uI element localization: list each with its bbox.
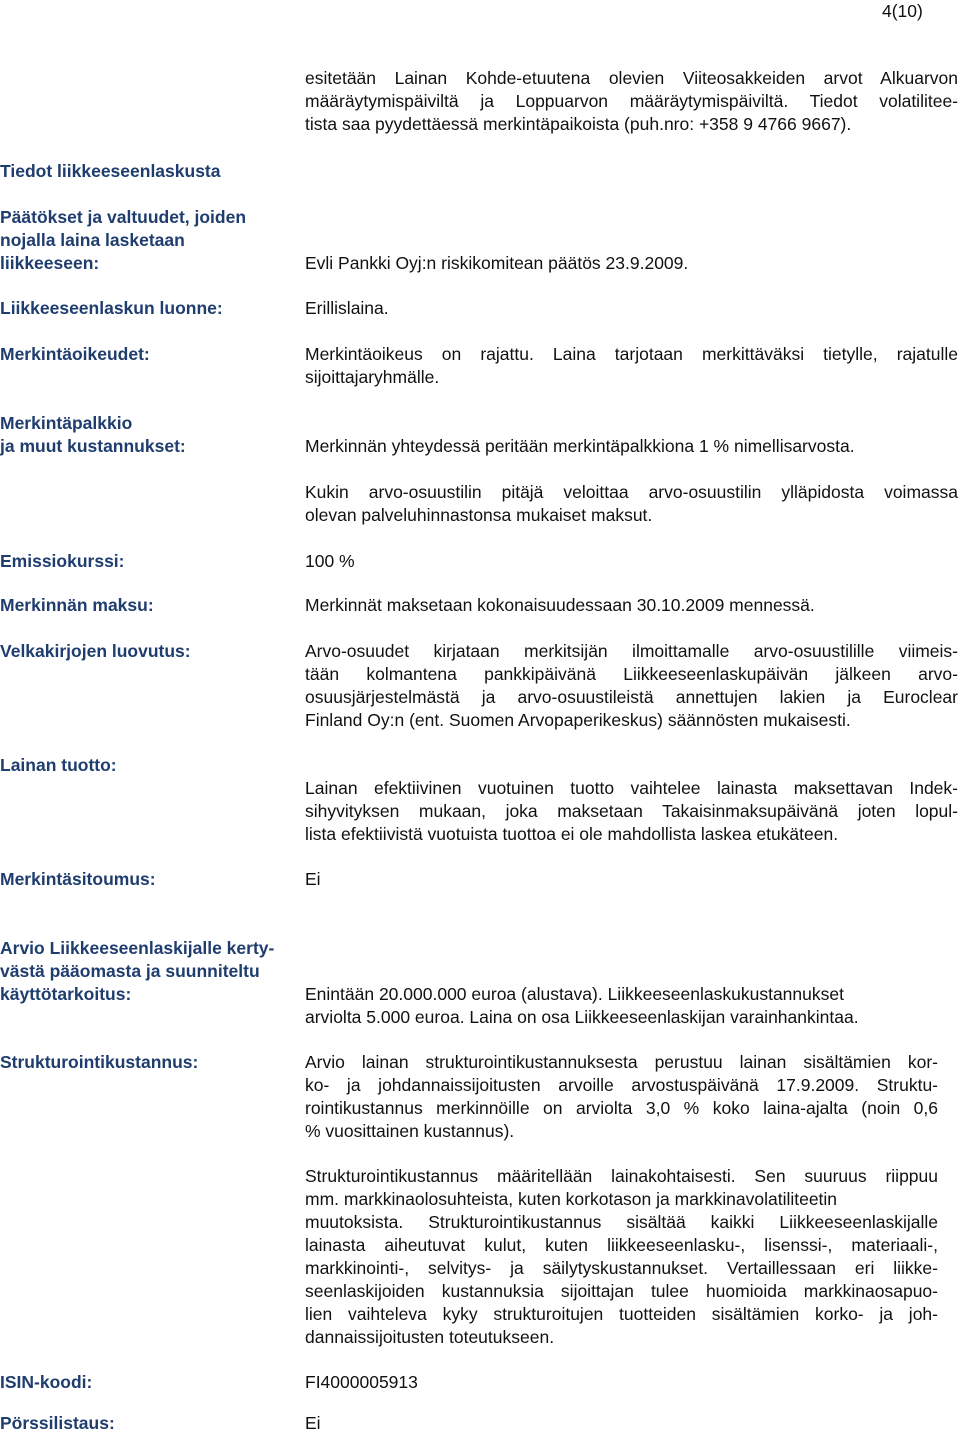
- structuring-label: Strukturointikustannus:: [0, 1052, 199, 1072]
- structuring-para2: lien vaihteleva kyky strukturoitujen tuotteiden sisältämien korko- ja joh-: [305, 1304, 938, 1324]
- payment-label: Merkinnän maksu:: [0, 595, 154, 615]
- yield-value: Lainan efektiivinen vuotuinen tuotto vaihtelee lainasta maksettavan Indek-: [305, 778, 958, 798]
- underwriting-label: Merkintäsitoumus:: [0, 869, 156, 889]
- payment-value: Merkinnät maksetaan kokonaisuudessaan 30.10.2009 mennessä.: [305, 595, 815, 615]
- yield-label: Lainan tuotto:: [0, 755, 117, 775]
- fees-value-2: Kukin arvo-osuustilin pitäjä veloittaa arvo-osuustilin ylläpidosta voimassa: [305, 482, 958, 502]
- structuring-para2: dannaissijoitusten toteutukseen.: [305, 1327, 555, 1347]
- isin-label: ISIN-koodi:: [0, 1372, 93, 1392]
- yield-value: lista efektiivistä vuotuista tuottoa ei ole mahdollista laskea etukäteen.: [305, 824, 839, 844]
- fees-label: ja muut kustannukset:: [0, 436, 186, 456]
- delivery-value: Arvo-osuudet kirjataan merkitsijän ilmoittamalle arvo-osuustilille viimeis-: [305, 641, 958, 661]
- decisions-label: liikkeeseen:: [0, 253, 100, 273]
- decisions-label: nojalla laina lasketaan: [0, 230, 185, 250]
- listing-value: Ei: [305, 1413, 321, 1433]
- estimate-label: Arvio Liikkeeseenlaskijalle kerty-: [0, 938, 275, 958]
- structuring-para2: muutoksista. Strukturointikustannus sisältää kaikki Liikkeeseenlaskijalle: [305, 1212, 938, 1232]
- fees-value: Merkinnän yhteydessä peritään merkintäpalkkiona 1 % nimellisarvosta.: [305, 436, 855, 456]
- issue-nature-label: Liikkeeseenlaskun luonne:: [0, 298, 223, 318]
- structuring-para2: Strukturointikustannus määritellään lainakohtaisesti. Sen suuruus riippuu: [305, 1166, 938, 1186]
- estimate-value: Enintään 20.000.000 euroa (alustava). Liikkeeseenlaskukustannukset: [305, 984, 844, 1004]
- subscription-rights-value: Merkintäoikeus on rajattu. Laina tarjotaan merkittäväksi tietylle, rajatulle: [305, 344, 958, 364]
- delivery-value: osuusjärjestelmästä ja arvo-osuustileistä annettujen lakien ja Euroclear: [305, 687, 958, 707]
- structuring-para1: Arvio lainan strukturointikustannuksesta perustuu lainan sisältämien kor-: [305, 1052, 938, 1072]
- delivery-value: Finland Oy:n (ent. Suomen Arvopaperikeskus) säännösten mukaisesti.: [305, 710, 851, 730]
- structuring-para2: markkinointi-, selvitys- ja säilytyskustannukset. Vertaillessaan eri liikke-: [305, 1258, 938, 1278]
- subscription-rights-value: sijoittajaryhmälle.: [305, 367, 440, 387]
- section-heading: Tiedot liikkeeseenlaskusta: [0, 161, 221, 181]
- issue-nature-value: Erillislaina.: [305, 298, 389, 318]
- intro-line: tista saa pyydettäessä merkintäpaikoista (puh.nro: +358 9 4766 9667).: [305, 114, 852, 134]
- delivery-label: Velkakirjojen luovutus:: [0, 641, 191, 661]
- fees-label: Merkintäpalkkio: [0, 413, 133, 433]
- structuring-para1: ko- ja johdannaissijoitusten arvoille arvostuspäivänä 17.9.2009. Struktu-: [305, 1075, 938, 1095]
- intro-line: määräytymispäiviltä ja Loppuarvon määräytymispäiviltä. Tiedot volatilitee-: [305, 91, 958, 111]
- yield-value: sihyvityksen mukaan, joka maksetaan Takaisinmaksupäivänä joten lopul-: [305, 801, 958, 821]
- listing-label: Pörssilistaus:: [0, 1413, 115, 1433]
- intro-line: esitetään Lainan Kohde-etuutena olevien Viiteosakkeiden arvot Alkuarvon: [305, 68, 958, 88]
- estimate-label: västä pääomasta ja suunniteltu: [0, 961, 260, 981]
- structuring-para2: mm. markkinaolosuhteista, kuten korkotason ja markkinavolatiliteetin: [305, 1189, 838, 1209]
- structuring-para1: % vuosittainen kustannus).: [305, 1121, 515, 1141]
- isin-value: FI4000005913: [305, 1372, 418, 1392]
- structuring-para2: lainasta aiheutuvat kulut, kuten liikkeeseenlasku-, lisenssi-, materiaali-,: [305, 1235, 938, 1255]
- structuring-para1: rointikustannus merkinnöille on arviolta 3,0 % koko laina-ajalta (noin 0,6: [305, 1098, 938, 1118]
- structuring-para2: seenlaskijoiden kustannuksia sijoittajan tulee huomioida markkinaosapuo-: [305, 1281, 938, 1301]
- issue-price-label: Emissiokurssi:: [0, 551, 125, 571]
- estimate-label: käyttötarkoitus:: [0, 984, 132, 1004]
- decisions-label: Päätökset ja valtuudet, joiden: [0, 207, 247, 227]
- page-number: 4(10): [882, 1, 923, 21]
- subscription-rights-label: Merkintäoikeudet:: [0, 344, 150, 364]
- decisions-value: Evli Pankki Oyj:n riskikomitean päätös 23.9.2009.: [305, 253, 689, 273]
- underwriting-value: Ei: [305, 869, 321, 889]
- estimate-value: arviolta 5.000 euroa. Laina on osa Liikkeeseenlaskijan varainhankintaa.: [305, 1007, 859, 1027]
- issue-price-value: 100 %: [305, 551, 355, 571]
- delivery-value: tään kolmantena pankkipäivänä Liikkeeseenlaskupäivän jälkeen arvo-: [305, 664, 958, 684]
- fees-value-2: olevan palveluhinnastonsa mukaiset maksut.: [305, 505, 653, 525]
